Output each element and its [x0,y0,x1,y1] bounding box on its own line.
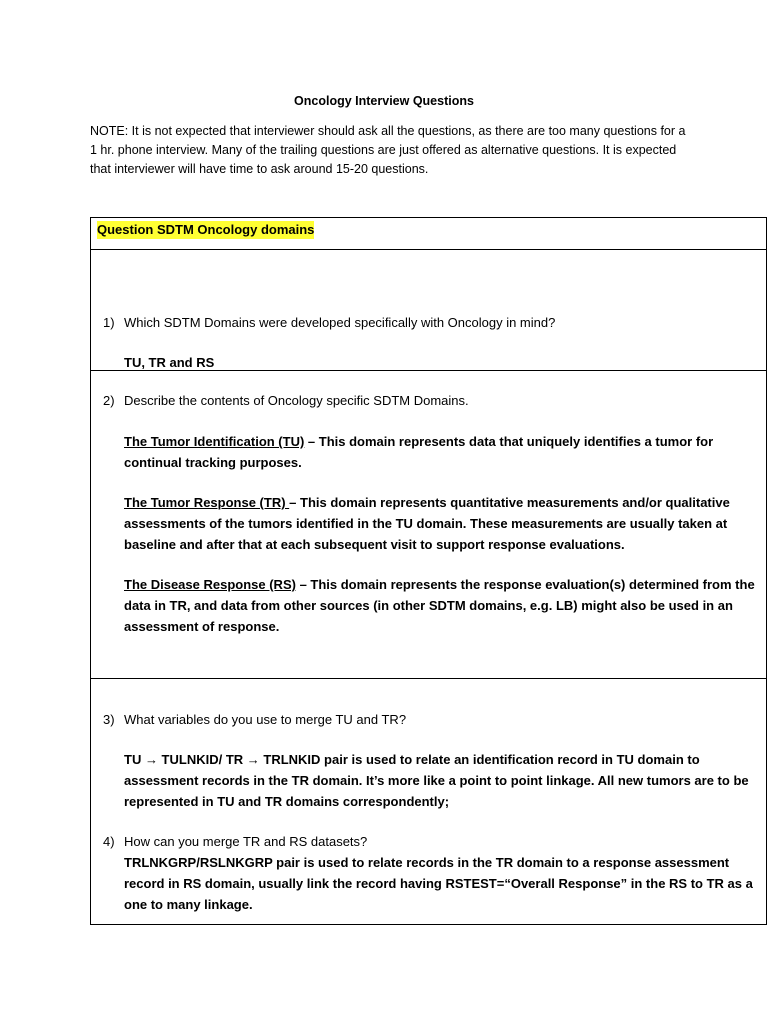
domain-description: – This domain represents data that uniquely identifies a tumor for continual tracking purposes. [124,434,714,470]
question-text: What variables do you use to merge TU and TR? [124,712,407,727]
question-1 [103,314,555,332]
table-header-row [91,218,766,250]
domain-term: The Tumor Response (TR) [124,495,290,510]
domain-description: – This domain represents the response evaluation(s) determined from the data in TR, and data from other sources (in other SDTM domains, e.g. LB) might also be used in an assessment of response. [124,577,755,634]
question-text: Describe the contents of Oncology specific SDTM Domains. [124,393,469,408]
answer-1: TU, TR and RS [124,355,215,370]
question-number: 2) [103,393,115,408]
answer-2-rs [124,574,760,637]
answer-3: TU → TULNKID/ TR → TRLNKID pair is used to relate an identification record in TU domain to assessment records in the TR domain. It’s more like a point to point linkage. All new tumors are to be represented in TU and TR domains correspondently; [124,752,749,809]
domain-term: The Disease Response (RS) [124,577,296,592]
table-header-label: Question SDTM Oncology domains [97,222,315,237]
answer-2-tr [124,492,760,555]
answer-4: TRLNKGRP/RSLNKGRP pair is used to relate records in the TR domain to a response assessment record in RS domain, usually link the record having RSTEST=“Overall Response” in the RS to TR as a one to many linkage. [124,855,753,912]
document-title: Oncology Interview Questions [294,94,474,108]
question-number: 4) [103,834,115,849]
question-3 [103,711,406,729]
question-text: How can you merge TR and RS datasets? [124,834,368,849]
answer-2-tu [124,431,760,473]
question-4 [103,833,367,851]
domain-term: The Tumor Identification (TU) [124,434,305,449]
question-2 [103,392,469,410]
question-number: 1) [103,315,115,330]
question-text: Which SDTM Domains were developed specifically with Oncology in mind? [124,315,556,330]
question-row-3 [91,679,766,924]
domain-description: – This domain represents quantitative measurements and/or qualitative assessments of the tumors identified in the TU domain. These measurements are usually taken at baseline and after that at each subsequent visit to support response evaluations. [124,495,730,552]
questions-table [90,217,767,925]
note-paragraph: NOTE: It is not expected that interviewer should ask all the questions, as there are too many questions for a 1 hr. phone interview. Many of the trailing questions are just offered as alternative questions. It is expected that interviewer will have time to ask around 15-20 questions. [90,124,686,176]
question-row-1 [91,250,766,371]
question-row-2 [91,371,766,679]
question-number: 3) [103,712,115,727]
